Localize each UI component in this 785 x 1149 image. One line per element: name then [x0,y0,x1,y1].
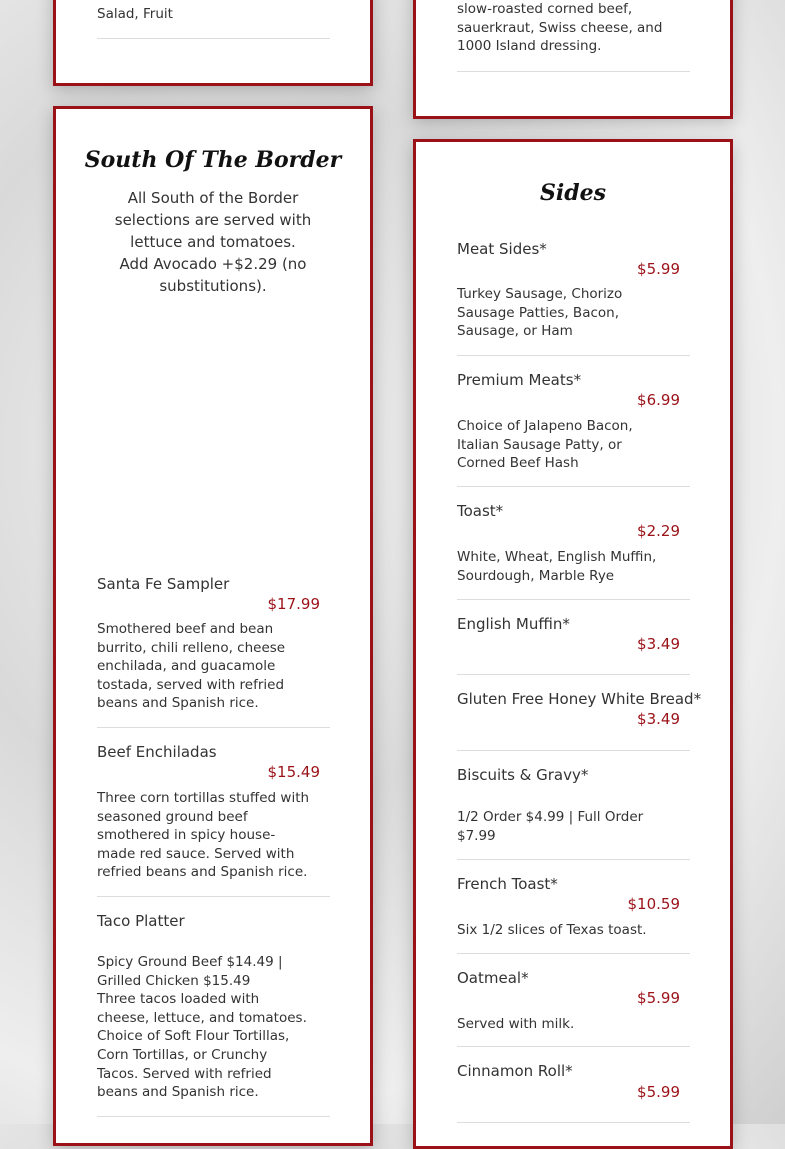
item-name: French Toast* [457,875,558,893]
item-name: Cinnamon Roll* [457,1062,573,1080]
item-description: Six 1/2 slices of Texas toast. [457,922,647,938]
item-description: Choice of Jalapeno Bacon, Italian Sausage Patty, or Corned Beef Hash [457,418,633,472]
item-price: $6.99 [637,391,680,409]
divider [457,750,690,751]
item-description: Served with milk. [457,1016,575,1032]
item-price: $5.99 [637,1083,680,1101]
divider [97,896,330,897]
item-description: Spicy Ground Beef $14.49 | Grilled Chicken $15.49 Three tacos loaded with cheese, lettuce, and tomatoes. Choice of Soft Flour Tortillas, Corn Tortillas, or Crunchy Tacos. Served with refried beans and Spanish rice. [97,954,307,1101]
item-price: $17.99 [267,595,320,613]
item-price: $5.99 [637,989,680,1007]
item-name: English Muffin* [457,615,570,633]
menu-card-sides [413,139,733,1149]
divider [457,859,690,860]
item-name: Meat Sides* [457,240,547,258]
item-price: $3.49 [637,635,680,653]
divider [457,1046,690,1047]
intro-line: Add Avocado +$2.29 (no substitutions). [119,255,307,295]
item-name: Biscuits & Gravy* [457,766,589,784]
item-name: Gluten Free Honey White Bread* [457,690,702,708]
divider [457,1122,690,1123]
item-description: 1/2 Order $4.99 | Full Order $7.99 [457,809,644,844]
divider [97,38,330,39]
item-name: Santa Fe Sampler [97,575,230,593]
section-intro [92,187,334,297]
item-description: Three corn tortillas stuffed with seasoned ground beef smothered in spicy house-made red sauce. Served with refried beans and Spanish rice. [97,790,310,881]
divider [457,674,690,675]
item-name: Toast* [457,502,504,520]
divider [97,1116,330,1117]
intro-line: All South of the Border selections are served with lettuce and tomatoes. [114,189,312,251]
divider [457,355,690,356]
item-description: slow-roasted corned beef, sauerkraut, Swiss cheese, and 1000 Island dressing. [457,1,663,55]
item-name: Taco Platter [97,912,185,930]
divider [457,953,690,954]
menu-card-previous-left [53,0,373,86]
divider [457,71,690,72]
item-name: Oatmeal* [457,969,529,987]
item-description: White, Wheat, English Muffin, Sourdough, Marble Rye [457,549,657,584]
item-price: $10.59 [627,895,680,913]
section-title: South Of The Border [84,147,342,173]
item-name: Premium Meats* [457,371,582,389]
item-price: $5.99 [637,260,680,278]
item-description: Salad, Fruit [97,6,173,22]
menu-card-south-of-the-border [53,106,373,1146]
menu-card-previous-right [413,0,733,119]
item-price: $15.49 [267,763,320,781]
item-description: Smothered beef and bean burrito, chili relleno, cheese enchilada, and guacamole tostada, served with refried beans and Spanish rice. [97,621,286,712]
item-description: Turkey Sausage, Chorizo Sausage Patties, Bacon, Sausage, or Ham [457,286,623,340]
item-price: $3.49 [637,710,680,728]
divider [457,486,690,487]
divider [457,599,690,600]
item-name: Beef Enchiladas [97,743,217,761]
divider [97,727,330,728]
section-title: Sides [539,180,606,206]
item-price: $2.29 [637,522,680,540]
